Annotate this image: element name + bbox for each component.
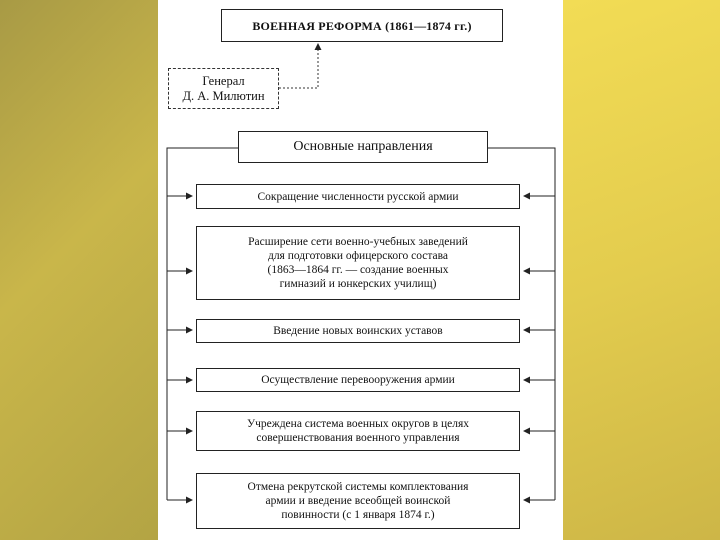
direction-item-3: Введение новых воинских уставов <box>196 319 520 343</box>
direction-item-6: Отмена рекрутской системы комплектования армии и введение всеобщей воинской повинности (с 1 января 1874 г.) <box>196 473 520 529</box>
general-rank: Генерал <box>202 73 245 88</box>
direction-item-5: Учреждена система военных округов в целях совершенствования военного управления <box>196 411 520 451</box>
direction-item-1: Сокращение численности русской армии <box>196 184 520 209</box>
general-name: Д. А. Милютин <box>182 88 265 103</box>
general-connector <box>279 44 318 88</box>
direction-item-4: Осуществление перевооружения армии <box>196 368 520 392</box>
diagram-title: ВОЕННАЯ РЕФОРМА (1861—1874 гг.) <box>221 9 503 42</box>
direction-item-2: Расширение сети военно-учебных заведений для подготовки офицерского состава (1863—1864 гг. — создание военных гимназий и юнкерских училищ) <box>196 226 520 300</box>
directions-header: Основные направления <box>238 131 488 163</box>
general-box <box>168 68 279 109</box>
